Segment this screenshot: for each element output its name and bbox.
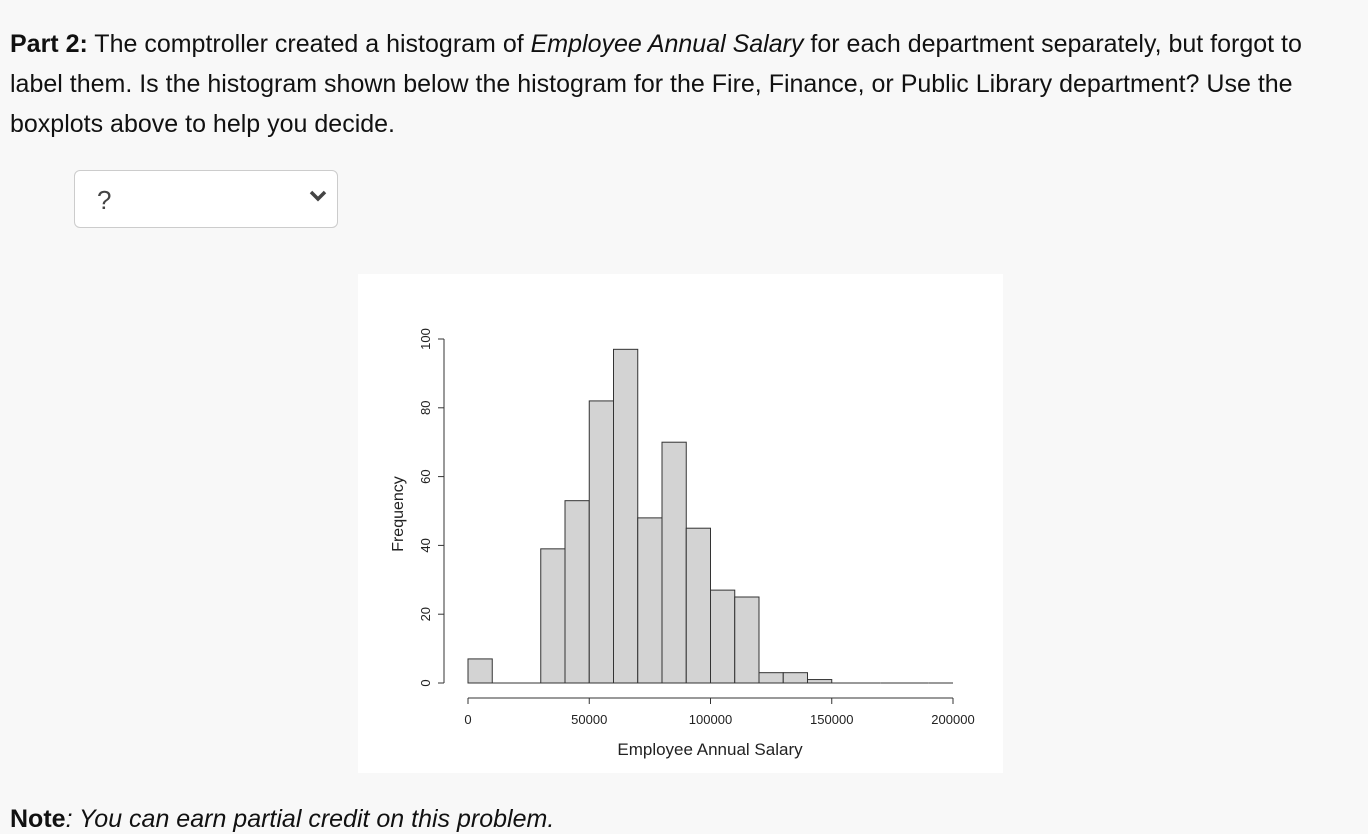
histogram-bar bbox=[808, 680, 832, 683]
histogram-bar bbox=[468, 659, 492, 683]
note-text bbox=[10, 804, 554, 834]
y-tick-label: 40 bbox=[418, 538, 433, 553]
histogram-bar bbox=[565, 501, 589, 683]
histogram-bar bbox=[662, 442, 686, 683]
x-tick-label: 50000 bbox=[571, 712, 608, 727]
y-tick-label: 0 bbox=[418, 679, 433, 687]
histogram-bar bbox=[541, 549, 565, 683]
x-tick-label: 0 bbox=[464, 712, 472, 727]
x-tick-label: 150000 bbox=[810, 712, 854, 727]
x-tick-label: 100000 bbox=[688, 712, 733, 727]
question-emphasis: Employee Annual Salary bbox=[530, 30, 804, 58]
y-tick-label: 20 bbox=[418, 606, 433, 622]
y-tick-label: 100 bbox=[418, 328, 433, 350]
question-text-part: The comptroller created a histogram of bbox=[87, 30, 531, 58]
y-tick-label: 60 bbox=[418, 469, 433, 484]
histogram-bar bbox=[686, 528, 710, 683]
question-text-part: for each department separately, but forgot to label them. Is the histogram shown below the histogram for the Fire, Finance, or Public Library department? Use the boxplots above to help you decide. bbox=[10, 30, 1302, 138]
y-axis-label: Frequency bbox=[390, 476, 407, 552]
histogram-bar bbox=[783, 673, 807, 683]
histogram-bar bbox=[589, 401, 613, 683]
part-label: Part 2: bbox=[10, 30, 88, 58]
note-body: : You can earn partial credit on this problem. bbox=[65, 805, 555, 833]
y-tick-label: 80 bbox=[418, 400, 433, 416]
x-tick-label: 200000 bbox=[931, 712, 975, 727]
department-answer-select[interactable] bbox=[74, 170, 338, 228]
histogram-bar bbox=[735, 597, 759, 683]
chevron-down-icon bbox=[309, 189, 327, 208]
histogram-bar bbox=[638, 518, 662, 683]
selected-value: ? bbox=[97, 185, 112, 215]
x-axis-label: Employee Annual Salary bbox=[617, 740, 803, 759]
histogram-chart bbox=[358, 274, 1003, 773]
histogram-bar bbox=[711, 590, 735, 683]
histogram-bar bbox=[759, 673, 783, 683]
question-text bbox=[10, 24, 1360, 144]
histogram-svg bbox=[358, 274, 1003, 773]
note-label: Note bbox=[10, 805, 66, 833]
histogram-bar bbox=[614, 349, 638, 683]
